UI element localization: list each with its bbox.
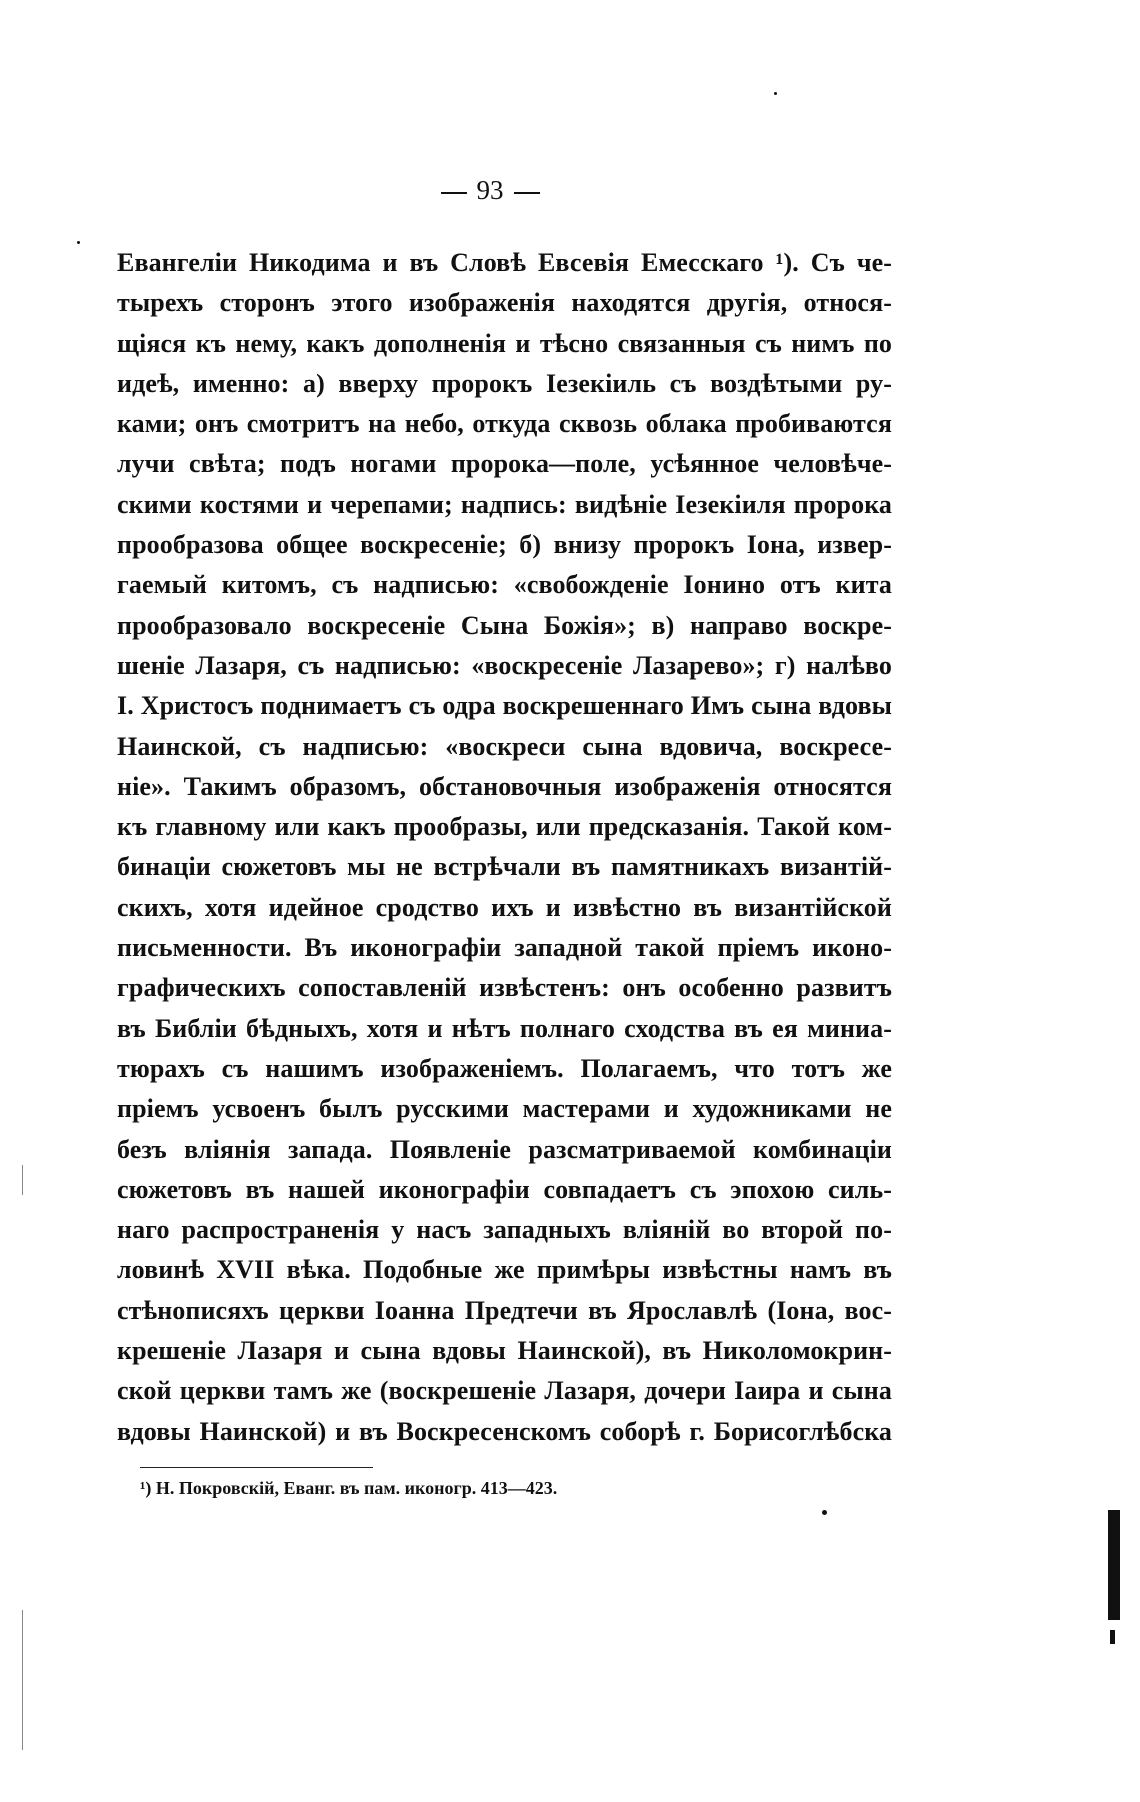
text-line: въ Библiи бѣдныхъ, хотя и нѣтъ полнаго сходства въ ея миниа- (117, 1013, 892, 1043)
scan-speck (822, 1510, 827, 1515)
text-line: наго распространенiя у насъ западныхъ влiянiй во второй по- (117, 1215, 892, 1245)
text-line: ками; онъ смотритъ на небо, откуда сквозь облака пробиваются (117, 409, 892, 439)
text-line: Наинской, съ надписью: «воскреси сына вдовича, воскресе- (117, 731, 892, 761)
text-line: тырехъ сторонъ этого изображенiя находятся другiя, относя- (117, 288, 892, 318)
footnote-text: Н. Покровскiй, Еванг. въ пам. иконогр. 413—423. (155, 1478, 558, 1498)
body-text (117, 243, 892, 1452)
text-line: ской церкви тамъ же (воскрешенiе Лазаря, дочери Iаира и сына (117, 1376, 892, 1406)
text-line: щiяся къ нему, какъ дополненiя и тѣсно связанныя съ нимъ по (117, 328, 892, 358)
text-line: I. Христосъ поднимаетъ съ одра воскрешеннаго Имъ сына вдовы (117, 691, 892, 721)
text-line: вдовы Наинской) и въ Воскресенскомъ соборѣ г. Борисоглѣбска (117, 1416, 892, 1446)
scan-edge-mark (1108, 1510, 1120, 1620)
text-line: безъ влiянiя запада. Появленiе разсматриваемой комбинацiи (117, 1134, 892, 1164)
footnote (140, 1476, 840, 1500)
footnote-divider (140, 1467, 373, 1468)
page-header (420, 170, 560, 210)
text-line: сюжетовъ въ нашей иконографiи совпадаетъ съ эпохою силь- (117, 1174, 892, 1204)
text-line: къ главному или какъ прообразы, или предсказанiя. Такой ком- (117, 812, 892, 842)
page-number: 93 (476, 175, 504, 205)
text-line: шенiе Лазаря, съ надписью: «воскресенiе Лазарево»; г) налѣво (117, 650, 892, 680)
scan-edge-mark (1110, 1630, 1115, 1644)
text-line: нiе». Такимъ образомъ, обстановочныя изображенiя относятся (117, 771, 892, 801)
text-line: крешенiе Лазаря и сына вдовы Наинской), въ Николомокрин- (117, 1336, 892, 1366)
scan-speck (774, 92, 777, 95)
text-line: графическихъ сопоставленiй извѣстенъ: онъ особенно развитъ (117, 973, 892, 1003)
footnote-marker: ¹) (140, 1478, 152, 1498)
text-line: лучи свѣта; подъ ногами пророка—поле, усѣянное человѣче- (117, 449, 892, 479)
scan-edge-mark (22, 1610, 23, 1750)
text-line: ловинѣ XVII вѣка. Подобные же примѣры извѣстны намъ въ (117, 1255, 892, 1285)
scan-edge-mark (22, 1165, 23, 1195)
scan-speck (77, 241, 80, 244)
text-line: тюрахъ съ нашимъ изображенiемъ. Полагаемъ, что тотъ же (117, 1053, 892, 1083)
header-dash-right (514, 192, 540, 194)
text-line: Евангелiи Никодима и въ Словѣ Евсевiя Емесскаго ¹). Съ че- (117, 248, 892, 277)
text-line: прообразова общее воскресенiе; б) внизу пророкъ Iона, извер- (117, 530, 892, 560)
text-line: скими костями и черепами; надпись: видѣнiе Iезекiиля пророка (117, 489, 892, 519)
text-line: идеѣ, именно: а) вверху пророкъ Iезекiиль съ воздѣтыми ру- (117, 368, 892, 398)
text-line: гаемый китомъ, съ надписью: «свобожденiе Iонино отъ кита (117, 570, 892, 600)
text-line: стѣнописяхъ церкви Iоанна Предтечи въ Ярославлѣ (Iона, вос- (117, 1295, 892, 1325)
header-dash-left (441, 192, 467, 194)
text-line: бинацiи сюжетовъ мы не встрѣчали въ памятникахъ византiй- (117, 852, 892, 882)
text-line: прiемъ усвоенъ былъ русскими мастерами и художниками не (117, 1094, 892, 1124)
text-line: скихъ, хотя идейное сродство ихъ и извѣстно въ византiйской (117, 892, 892, 922)
text-line: прообразовало воскресенiе Сына Божiя»; в) направо воскре- (117, 610, 892, 640)
text-line: письменности. Въ иконографiи западной такой прiемъ иконо- (117, 933, 892, 963)
